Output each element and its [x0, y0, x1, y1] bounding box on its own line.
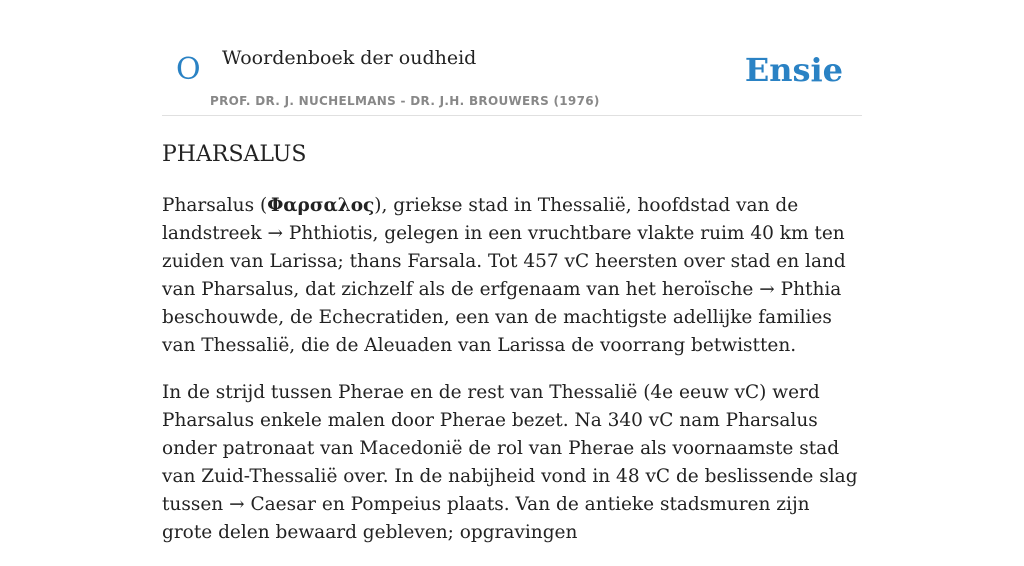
paragraph-2	[162, 379, 862, 547]
cross-reference-link-phthia[interactable]: Phthia	[780, 279, 842, 300]
dictionary-title[interactable]: Woordenboek der oudheid	[222, 47, 477, 69]
greek-name: Φαρσαλος	[267, 195, 375, 216]
arrow-icon: →	[759, 279, 775, 300]
text-segment: en Pompeius plaats. Van de antieke stadsmuren zijn grote delen bewaard gebleven; opgravingen	[162, 494, 810, 543]
header-divider	[162, 115, 862, 116]
text-segment: beschouwde, de Echecratiden, een van de machtigste adellijke families van Thessalië, die de Aleuaden van Larissa de voorrang betwistten.	[162, 307, 832, 356]
ensie-logo[interactable]: Ensie	[744, 51, 843, 89]
cross-reference-link-phthiotis[interactable]: Phthiotis	[288, 223, 373, 244]
entry-title: PHARSALUS	[162, 142, 307, 167]
text-segment: In de strijd tussen Pherae en de rest van Thessalië (4e eeuw vC) werd Pharsalus enkele malen door Pherae bezet. Na 340 vC nam Pharsalus onder patronaat van Macedonië de rol van Pherae als voornaamste stad van Zuid-Thessalië over. In de nabijheid vond in 48 vC de beslissende slag tussen	[162, 382, 858, 515]
paragraph-1	[162, 192, 862, 360]
cross-reference-link-caesar[interactable]: Caesar	[250, 494, 316, 515]
text-segment: Pharsalus (	[162, 195, 268, 216]
arrow-icon: →	[267, 223, 283, 244]
entry-body	[162, 192, 862, 566]
text-segment: ), griekse stad in Thessalië, hoofdstad van de landstreek	[162, 195, 799, 244]
authors-line: PROF. DR. J. NUCHELMANS - DR. J.H. BROUWERS (1976)	[210, 94, 600, 108]
arrow-icon: →	[229, 494, 245, 515]
letter-index[interactable]: O	[176, 52, 201, 87]
text-segment: , gelegen in een vruchtbare vlakte ruim 40 km ten zuiden van Larissa; thans Farsala. Tot 457 vC heersten over stad en land van Pharsalus, dat zichzelf als de erfgenaam van het heroïsche	[162, 223, 846, 300]
